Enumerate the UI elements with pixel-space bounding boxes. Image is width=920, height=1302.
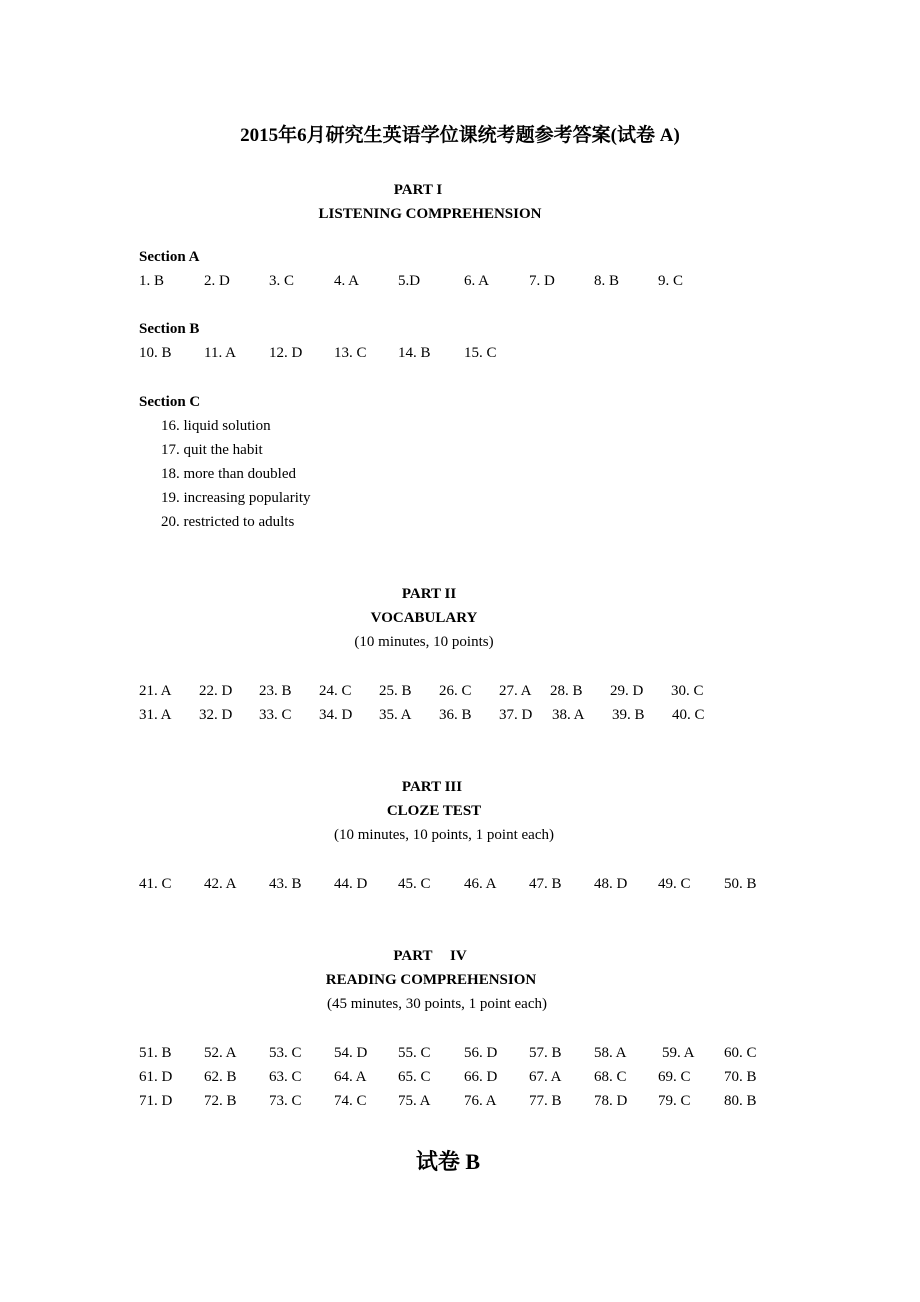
answer-item: 46. A — [464, 876, 497, 892]
part4-subheading: READING COMPREHENSION — [325, 972, 537, 988]
answer-item: 50. B — [724, 876, 757, 892]
answer-item: 77. B — [529, 1093, 562, 1109]
answer-item: 79. C — [658, 1093, 691, 1109]
answer-item: 25. B — [379, 683, 412, 699]
answer-item: 27. A — [499, 683, 532, 699]
answer-item: 20. restricted to adults — [161, 514, 295, 530]
answer-item: 38. A — [552, 707, 585, 723]
answer-item: 30. C — [671, 683, 704, 699]
answer-item: 76. A — [464, 1093, 497, 1109]
answer-item: 7. D — [529, 273, 555, 289]
answer-item: 21. A — [139, 683, 172, 699]
part3-note: (10 minutes, 10 points, 1 point each) — [334, 827, 554, 843]
answer-item: 13. C — [334, 345, 367, 361]
answer-item: 74. C — [334, 1093, 367, 1109]
answer-item: 41. C — [139, 876, 172, 892]
part2-note: (10 minutes, 10 points) — [354, 634, 494, 650]
part2-subheading: VOCABULARY — [370, 610, 478, 626]
answer-item: 59. A — [662, 1045, 695, 1061]
answer-item: 14. B — [398, 345, 431, 361]
answer-item: 65. C — [398, 1069, 431, 1085]
answer-item: 69. C — [658, 1069, 691, 1085]
answer-item: 72. B — [204, 1093, 237, 1109]
answer-item: 16. liquid solution — [161, 418, 271, 434]
part4-heading: PART IV — [393, 948, 467, 964]
answer-item: 5.D — [398, 273, 421, 289]
answer-item: 48. D — [594, 876, 628, 892]
answer-item: 24. C — [319, 683, 352, 699]
answer-item: 63. C — [269, 1069, 302, 1085]
answer-item: 11. A — [204, 345, 236, 361]
answer-item: 23. B — [259, 683, 292, 699]
answer-item: 68. C — [594, 1069, 627, 1085]
answer-item: 3. C — [269, 273, 295, 289]
part2-heading: PART II — [401, 586, 457, 602]
answer-item: 31. A — [139, 707, 172, 723]
answer-item: 40. C — [672, 707, 705, 723]
answer-item: 42. A — [204, 876, 237, 892]
answer-item: 44. D — [334, 876, 368, 892]
answer-item: 54. D — [334, 1045, 368, 1061]
answer-item: 66. D — [464, 1069, 498, 1085]
answer-item: 33. C — [259, 707, 292, 723]
answer-item: 57. B — [529, 1045, 562, 1061]
answer-item: 28. B — [550, 683, 583, 699]
answer-item: 15. C — [464, 345, 497, 361]
answer-item: 35. A — [379, 707, 412, 723]
answer-item: 45. C — [398, 876, 431, 892]
answer-item: 49. C — [658, 876, 691, 892]
answer-item: 80. B — [724, 1093, 757, 1109]
answer-item: 47. B — [529, 876, 562, 892]
answer-item: 2. D — [204, 273, 230, 289]
answer-item: 36. B — [439, 707, 472, 723]
answer-item: 29. D — [610, 683, 644, 699]
answer-item: 12. D — [269, 345, 303, 361]
answer-item: 56. D — [464, 1045, 498, 1061]
part3-subheading: CLOZE TEST — [386, 803, 482, 819]
answer-item: 53. C — [269, 1045, 302, 1061]
answer-item: 22. D — [199, 683, 233, 699]
section-b-label: Section B — [139, 321, 200, 337]
section-c-label: Section C — [139, 394, 201, 410]
answer-item: 64. A — [334, 1069, 367, 1085]
answer-item: 70. B — [724, 1069, 757, 1085]
answer-item: 73. C — [269, 1093, 302, 1109]
answer-item: 34. D — [319, 707, 353, 723]
answer-item: 8. B — [594, 273, 620, 289]
part3-heading: PART III — [401, 779, 463, 795]
answer-item: 67. A — [529, 1069, 562, 1085]
answer-item: 9. C — [658, 273, 684, 289]
answer-item: 62. B — [204, 1069, 237, 1085]
answer-item: 19. increasing popularity — [161, 490, 311, 506]
answer-item: 78. D — [594, 1093, 628, 1109]
answer-item: 39. B — [612, 707, 645, 723]
answer-item: 52. A — [204, 1045, 237, 1061]
answer-item: 71. D — [139, 1093, 173, 1109]
answer-item: 17. quit the habit — [161, 442, 263, 458]
answer-item: 51. B — [139, 1045, 172, 1061]
page-title: 2015年6月研究生英语学位课统考题参考答案(试卷 A) — [240, 125, 680, 146]
part4-note: (45 minutes, 30 points, 1 point each) — [327, 996, 547, 1012]
answer-item: 10. B — [139, 345, 172, 361]
answer-item: 4. A — [334, 273, 360, 289]
part1-heading: PART I — [393, 182, 443, 198]
section-a-label: Section A — [139, 249, 200, 265]
answer-item: 58. A — [594, 1045, 627, 1061]
answer-item: 61. D — [139, 1069, 173, 1085]
answer-item: 26. C — [439, 683, 472, 699]
part1-subheading: LISTENING COMPREHENSION — [318, 206, 542, 222]
answer-item: 60. C — [724, 1045, 757, 1061]
footer-title: 试卷 B — [415, 1149, 481, 1174]
answer-item: 18. more than doubled — [161, 466, 296, 482]
answer-item: 6. A — [464, 273, 490, 289]
answer-item: 43. B — [269, 876, 302, 892]
answer-item: 1. B — [139, 273, 165, 289]
answer-item: 32. D — [199, 707, 233, 723]
answer-item: 37. D — [499, 707, 533, 723]
answer-item: 55. C — [398, 1045, 431, 1061]
answer-item: 75. A — [398, 1093, 431, 1109]
